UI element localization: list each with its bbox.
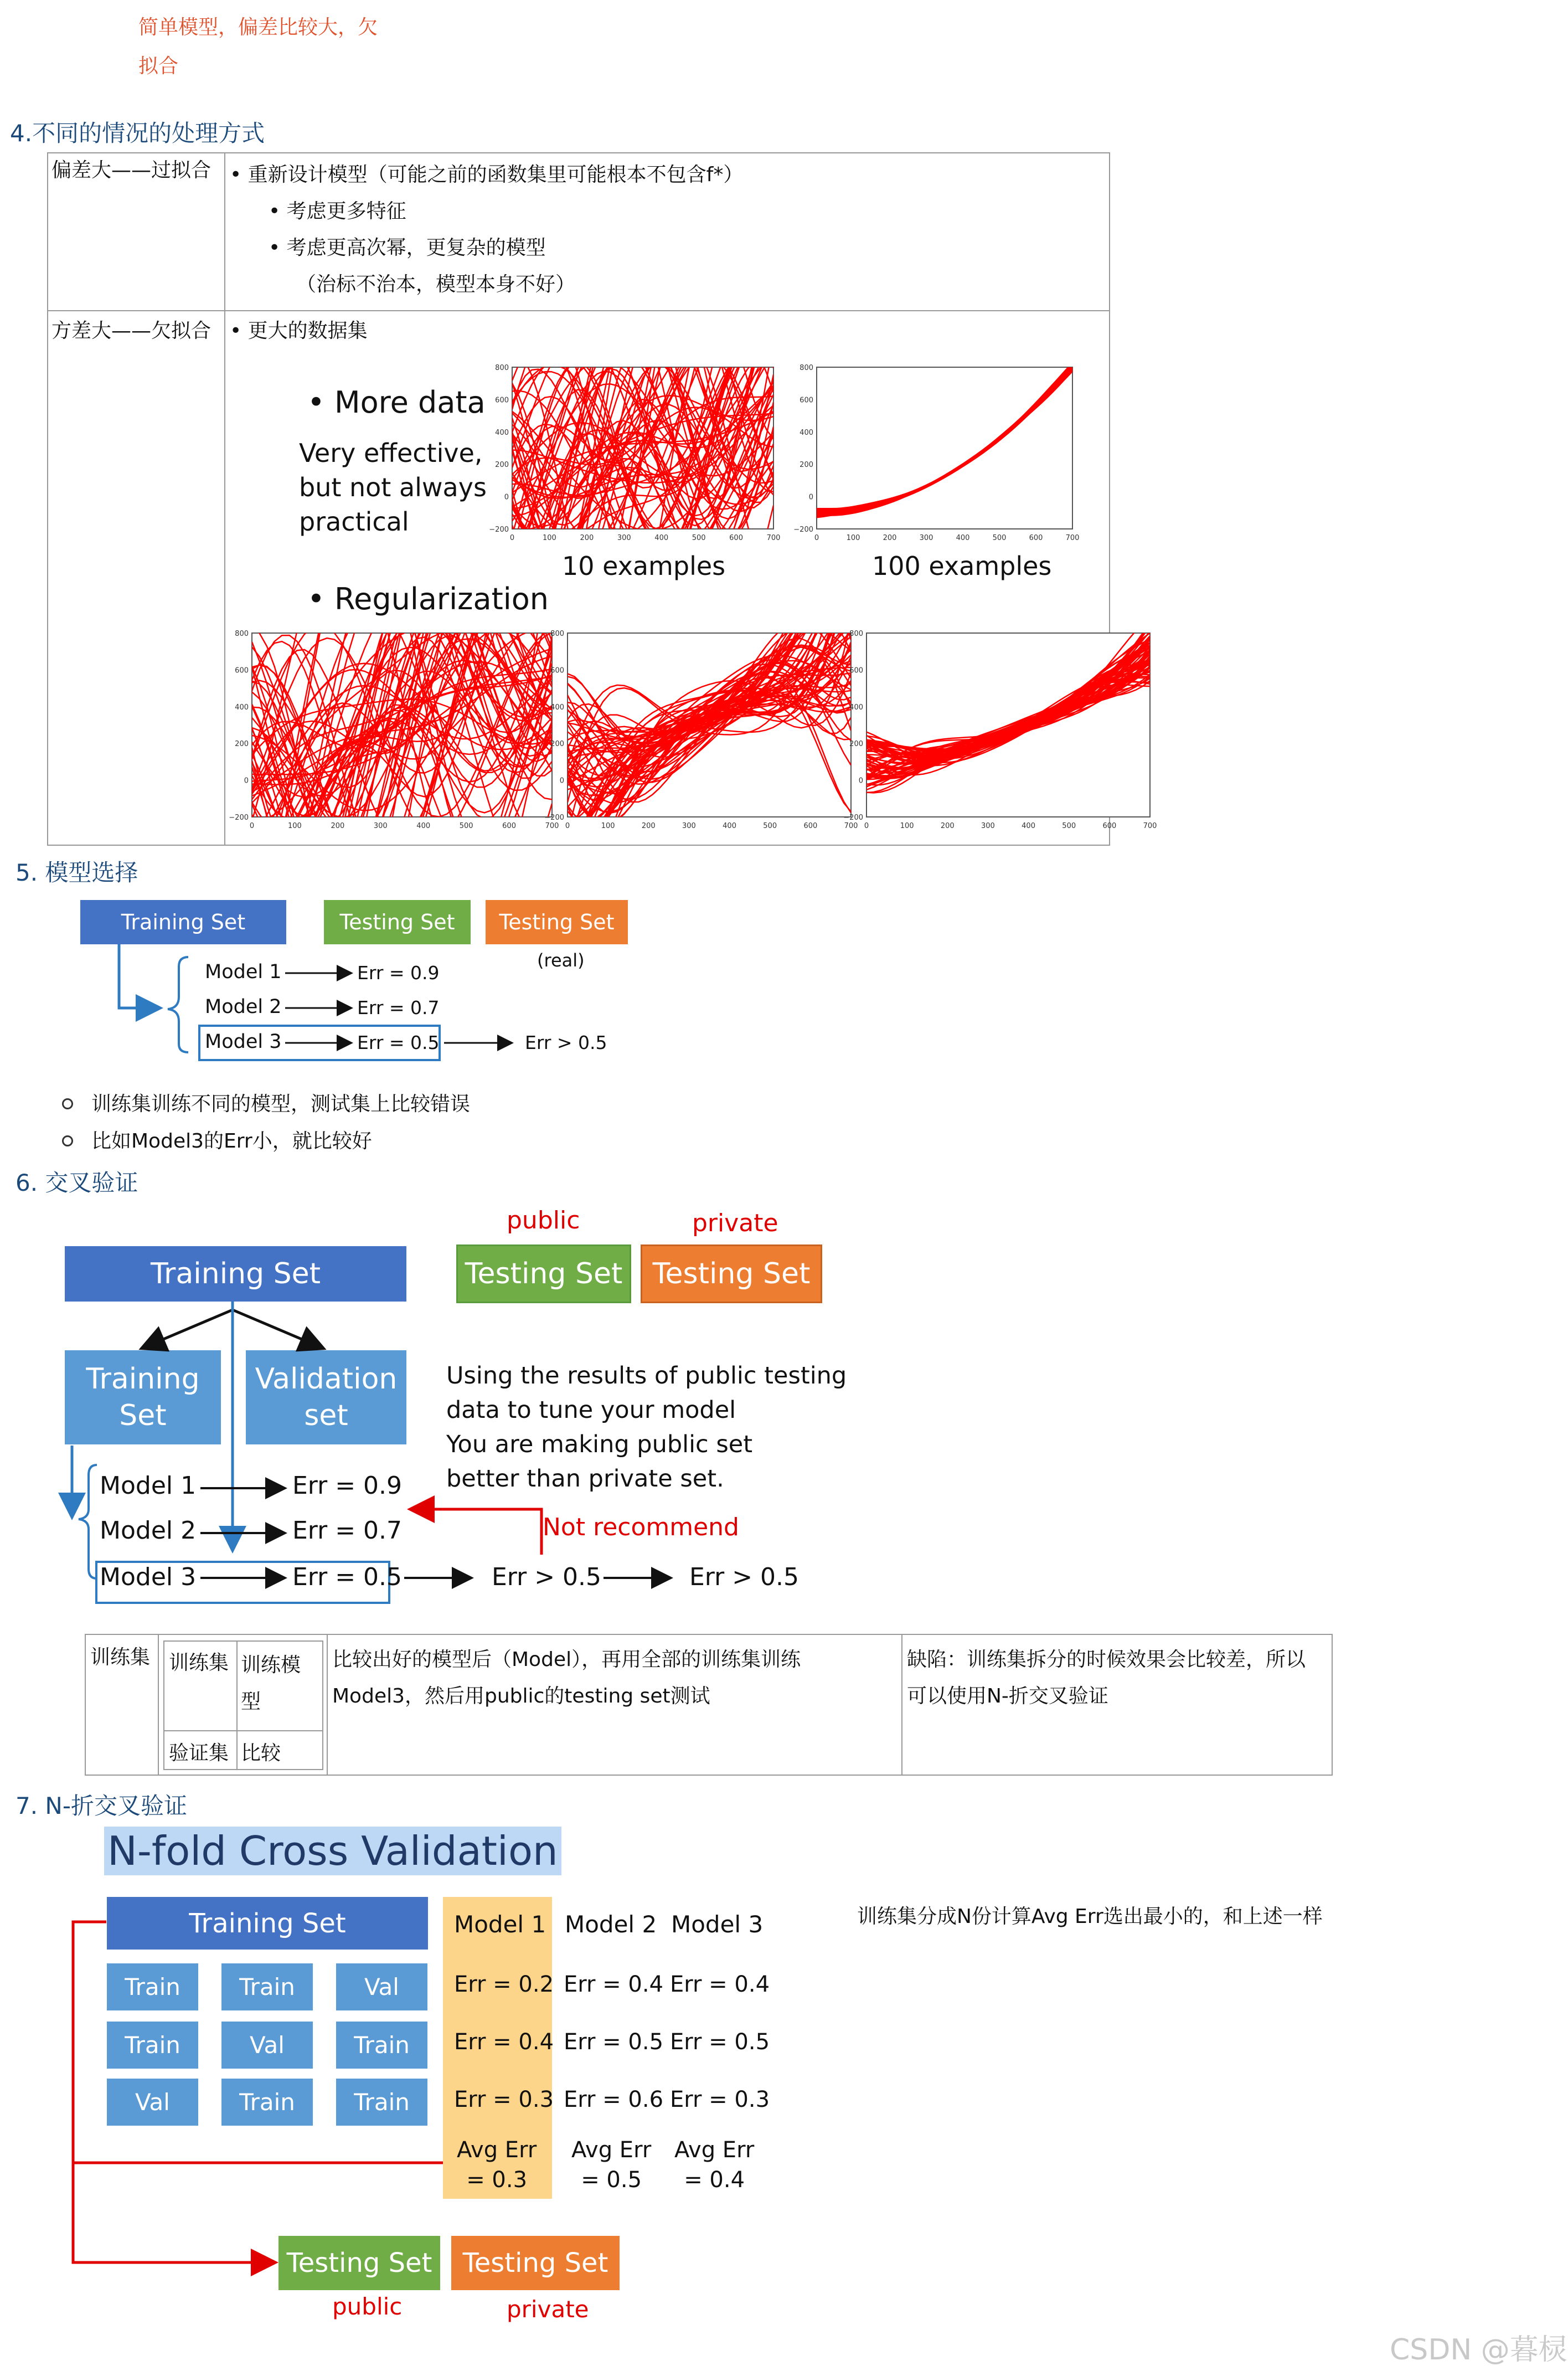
s7-avg-1 [457, 2135, 537, 2195]
s7-err-r2c3: Err = 0.5 [670, 2029, 770, 2055]
x-tick-label: 500 [459, 822, 473, 830]
s7-grid-r2c3: Train [336, 2022, 427, 2069]
x-tick-label: 200 [940, 822, 955, 830]
x-tick-label: 0 [565, 822, 570, 830]
s7-avg-1-line2: = 0.3 [466, 2167, 528, 2193]
row2-label: 方差大——欠拟合 [51, 320, 212, 342]
x-tick-label: 500 [992, 534, 1007, 542]
effective-line3: practical [299, 507, 409, 537]
s7-err-r3c3: Err = 0.3 [670, 2087, 770, 2112]
s7-model-head-3: Model 3 [671, 1911, 764, 1938]
y-tick-label: 400 [550, 703, 564, 712]
effective-line2: but not always [299, 472, 487, 502]
s6-model-3: Model 3 [100, 1563, 197, 1591]
y-tick-label: −200 [843, 814, 863, 822]
x-tick-label: 600 [729, 534, 743, 542]
plot-reg-3 [843, 629, 1157, 834]
s7-grid-r3c2: Train [221, 2079, 313, 2126]
s7-err-r1c3: Err = 0.4 [670, 1972, 770, 1997]
s7-private-label: private [507, 2296, 589, 2323]
s6-table-c3-line1: 比较出好的模型后（Model），再用全部的训练集训练 [332, 1648, 801, 1671]
plot-reg-2 [544, 629, 858, 834]
y-tick-label: 400 [800, 428, 813, 437]
s6-note-line3: You are making public set [446, 1431, 753, 1458]
x-tick-label: 300 [617, 534, 631, 542]
s7-err-r2c1: Err = 0.4 [454, 2029, 554, 2055]
y-tick-label: −200 [793, 526, 813, 534]
y-tick-label: 200 [550, 740, 564, 749]
x-tick-label: 200 [331, 822, 345, 830]
x-tick-label: 300 [919, 534, 933, 542]
s6-table-c4-line1: 缺陷：训练集拆分的时候效果会比较差，所以 [907, 1648, 1306, 1671]
s5-model-3: Model 3 [205, 1031, 282, 1053]
s6-note-line4: better than private set. [446, 1465, 724, 1493]
s6-public-label: public [507, 1206, 580, 1235]
x-tick-label: 300 [373, 822, 388, 830]
x-tick-label: 100 [288, 822, 302, 830]
y-tick-label: 800 [800, 364, 813, 372]
x-tick-label: 400 [723, 822, 736, 830]
row1-item-3: • 考虑更高次幂，更复杂的模型 [269, 236, 546, 259]
s6-table-c3 [332, 1642, 801, 1715]
x-tick-label: 100 [601, 822, 615, 830]
plot-reg-1 [229, 629, 559, 834]
section7-title: 7. N-折交叉验证 [16, 1792, 187, 1819]
s6-table-div1 [158, 1635, 159, 1775]
s7-avg-2 [571, 2135, 651, 2195]
s5-err-2: Err = 0.7 [357, 997, 440, 1019]
y-tick-label: 0 [858, 776, 863, 785]
section5-title: 5. 模型选择 [16, 859, 138, 886]
s7-training-set: Training Set [107, 1897, 428, 1950]
y-tick-label: 600 [550, 666, 564, 675]
x-tick-label: 100 [543, 534, 556, 542]
row1-item-2: • 考虑更多特征 [269, 200, 406, 223]
s5-testing-set-real: Testing Set [486, 900, 628, 944]
s7-avg-2-line1: Avg Err [571, 2137, 652, 2163]
x-tick-label: 600 [803, 822, 818, 830]
x-tick-label: 200 [580, 534, 594, 542]
s6-err-3: Err = 0.5 [292, 1563, 403, 1591]
s5-training-set: Training Set [80, 900, 286, 944]
x-tick-label: 200 [641, 822, 656, 830]
s6-note-line2: data to tune your model [446, 1396, 736, 1424]
s6-model-2: Model 2 [100, 1516, 197, 1545]
s5-bullet-icon-2 [62, 1135, 73, 1146]
row2-item: • 更大的数据集 [230, 320, 368, 342]
section6-title: 6. 交叉验证 [16, 1169, 138, 1196]
x-tick-label: 500 [692, 534, 706, 542]
s6-note-line1: Using the results of public testing [446, 1362, 847, 1390]
y-tick-label: 400 [495, 428, 509, 437]
s7-testing-public: Testing Set [278, 2236, 440, 2290]
s7-grid-r1c1: Train [107, 1963, 198, 2010]
section4-title: 4.不同的情况的处理方式 [10, 120, 265, 147]
y-tick-label: −200 [544, 814, 564, 822]
s7-avg-3 [674, 2135, 754, 2195]
s7-grid-r3c1: Val [107, 2079, 198, 2126]
effective-line1: Very effective, [299, 438, 483, 468]
top-note-line2: 拟合 [138, 55, 179, 78]
y-tick-label: 200 [495, 461, 509, 470]
y-tick-label: 200 [849, 740, 863, 749]
s7-err-r3c2: Err = 0.6 [564, 2087, 664, 2112]
y-tick-label: 800 [849, 630, 863, 638]
s6-err-2: Err = 0.7 [292, 1516, 403, 1545]
x-tick-label: 0 [814, 534, 819, 542]
s6-table-div3 [901, 1635, 902, 1775]
top-note [138, 8, 378, 86]
y-tick-label: 0 [504, 493, 509, 502]
s5-bullet-1: 训练集训练不同的模型，测试集上比较错误 [91, 1093, 471, 1115]
s5-err-3: Err = 0.5 [357, 1032, 440, 1053]
s6-inner-r1c2 [241, 1647, 301, 1720]
y-tick-label: 200 [800, 461, 813, 470]
x-tick-label: 400 [654, 534, 669, 542]
x-tick-label: 700 [1143, 822, 1157, 830]
y-tick-label: −200 [489, 526, 509, 534]
row1-item-1: • 重新设计模型（可能之前的函数集里可能根本不包含f*） [230, 163, 744, 186]
y-tick-label: 0 [559, 776, 564, 785]
x-tick-label: 0 [864, 822, 869, 830]
s6-inner-r2c1: 验证集 [169, 1742, 229, 1765]
x-tick-label: 300 [682, 822, 696, 830]
s6-val-line1: Validation [255, 1362, 398, 1396]
s5-bullet-icon-1 [62, 1098, 73, 1109]
y-tick-label: 800 [235, 630, 249, 638]
s5-model-2: Model 2 [205, 996, 282, 1018]
s6-not-recommend: Not recommend [543, 1513, 739, 1541]
s7-err-r2c2: Err = 0.5 [564, 2029, 664, 2055]
s6-model-1: Model 1 [100, 1472, 197, 1500]
plot-10-examples [484, 363, 781, 546]
x-tick-label: 400 [1022, 822, 1035, 830]
s7-avg-3-line2: = 0.4 [684, 2167, 745, 2193]
s6-training-sub-line2: Set [119, 1399, 167, 1432]
s6-table-c1: 训练集 [90, 1646, 151, 1669]
y-tick-label: 0 [244, 776, 249, 785]
caption-10-examples: 10 examples [562, 551, 726, 581]
s7-grid-r3c3: Train [336, 2079, 427, 2126]
y-tick-label: 600 [800, 396, 813, 405]
y-tick-label: 600 [235, 666, 249, 675]
s6-training-set: Training Set [65, 1246, 406, 1302]
table-col-divider [224, 152, 225, 845]
y-tick-label: 600 [495, 396, 509, 405]
plot-frame [817, 367, 1072, 529]
x-tick-label: 700 [1065, 534, 1080, 542]
x-tick-label: 0 [509, 534, 515, 542]
s6-inner-r2c2: 比较 [241, 1742, 281, 1765]
s5-bullet-2: 比如Model3的Err小，就比较好 [91, 1130, 372, 1153]
x-tick-label: 500 [1062, 822, 1076, 830]
s6-testing-private: Testing Set [642, 1246, 821, 1302]
s6-note [446, 1359, 847, 1496]
s7-avg-3-line1: Avg Err [674, 2137, 755, 2163]
s7-err-r1c1: Err = 0.2 [454, 1972, 554, 1997]
y-tick-label: −200 [229, 814, 249, 822]
s7-testing-private: Testing Set [451, 2236, 620, 2290]
x-tick-label: 0 [249, 822, 255, 830]
caption-100-examples: 100 examples [872, 551, 1052, 581]
x-tick-label: 400 [416, 822, 431, 830]
x-tick-label: 600 [1029, 534, 1043, 542]
x-tick-label: 600 [1102, 822, 1117, 830]
row1-label: 偏差大——过拟合 [51, 159, 212, 182]
s6-table [85, 1634, 1333, 1776]
s7-note: 训练集分成N份计算Avg Err选出最小的，和上述一样 [857, 1905, 1323, 1928]
s6-training-sub-line1: Training [86, 1362, 200, 1396]
x-tick-label: 100 [900, 822, 914, 830]
s5-testing-set: Testing Set [324, 900, 471, 944]
s6-testing-public: Testing Set [458, 1246, 630, 1302]
s7-headline: N-fold Cross Validation [104, 1827, 561, 1875]
s6-err-public: Err > 0.5 [492, 1563, 602, 1591]
s6-table-c3-line2: Model3，然后用public的testing set测试 [332, 1685, 710, 1708]
y-tick-label: 600 [849, 666, 863, 675]
s5-err-1: Err = 0.9 [357, 962, 440, 984]
x-tick-label: 700 [545, 822, 559, 830]
effective-text [299, 436, 487, 539]
s7-grid-r1c3: Val [336, 1963, 427, 2010]
x-tick-label: 500 [763, 822, 777, 830]
y-tick-label: 200 [235, 740, 249, 749]
y-tick-label: 400 [849, 703, 863, 712]
s7-avg-1-line1: Avg Err [457, 2137, 537, 2163]
s5-final-err: Err > 0.5 [525, 1032, 607, 1053]
x-tick-label: 600 [502, 822, 516, 830]
plot-100-examples [789, 363, 1080, 546]
s7-model-head-2: Model 2 [565, 1911, 657, 1938]
s6-table-div2 [327, 1635, 328, 1775]
s7-err-r1c2: Err = 0.4 [564, 1972, 664, 1997]
s6-inner-r1c2-line1: 训练模 [241, 1654, 301, 1676]
x-tick-label: 100 [846, 534, 860, 542]
s7-red-lines [66, 1916, 454, 2271]
s5-model-1: Model 1 [205, 961, 282, 983]
s7-err-r3c1: Err = 0.3 [454, 2087, 554, 2112]
x-tick-label: 700 [844, 822, 858, 830]
s6-inner-row-div [164, 1730, 322, 1731]
x-tick-label: 700 [766, 534, 781, 542]
more-data-label: • More data [307, 385, 486, 420]
s7-grid-r1c2: Train [221, 1963, 313, 2010]
s7-grid-r2c2: Val [221, 2022, 313, 2069]
s7-avg-2-line2: = 0.5 [581, 2167, 642, 2193]
y-tick-label: 800 [550, 630, 564, 638]
x-tick-label: 400 [956, 534, 970, 542]
y-tick-label: 0 [808, 493, 813, 502]
s6-val-line2: set [304, 1399, 348, 1432]
s6-inner-r1c1: 训练集 [169, 1652, 229, 1674]
s6-private-label: private [692, 1209, 778, 1237]
x-tick-label: 300 [981, 822, 995, 830]
y-tick-label: 400 [235, 703, 249, 712]
s6-table-c4 [907, 1642, 1306, 1715]
watermark: CSDN @暮棂 [1390, 2333, 1567, 2367]
s7-grid-r2c1: Train [107, 2022, 198, 2069]
s6-inner-r1c2-line2: 型 [241, 1690, 261, 1713]
s6-inner-col-div [236, 1642, 238, 1769]
s7-model-head-1: Model 1 [454, 1911, 546, 1938]
regularization-label: • Regularization [307, 582, 549, 616]
top-note-line1: 简单模型，偏差比较大，欠 [138, 16, 378, 39]
section4-table [47, 152, 1157, 845]
y-tick-label: 800 [495, 364, 509, 372]
row1-item-4: （治标不治本，模型本身不好） [296, 273, 576, 296]
s5-real-label: (real) [537, 950, 585, 971]
s7-public-label: public [332, 2293, 403, 2320]
s6-err-1: Err = 0.9 [292, 1472, 403, 1500]
s6-err-private: Err > 0.5 [689, 1563, 800, 1591]
table-row-divider [47, 310, 1109, 311]
x-tick-label: 200 [883, 534, 897, 542]
s6-table-c4-line2: 可以使用N-折交叉验证 [907, 1685, 1108, 1708]
